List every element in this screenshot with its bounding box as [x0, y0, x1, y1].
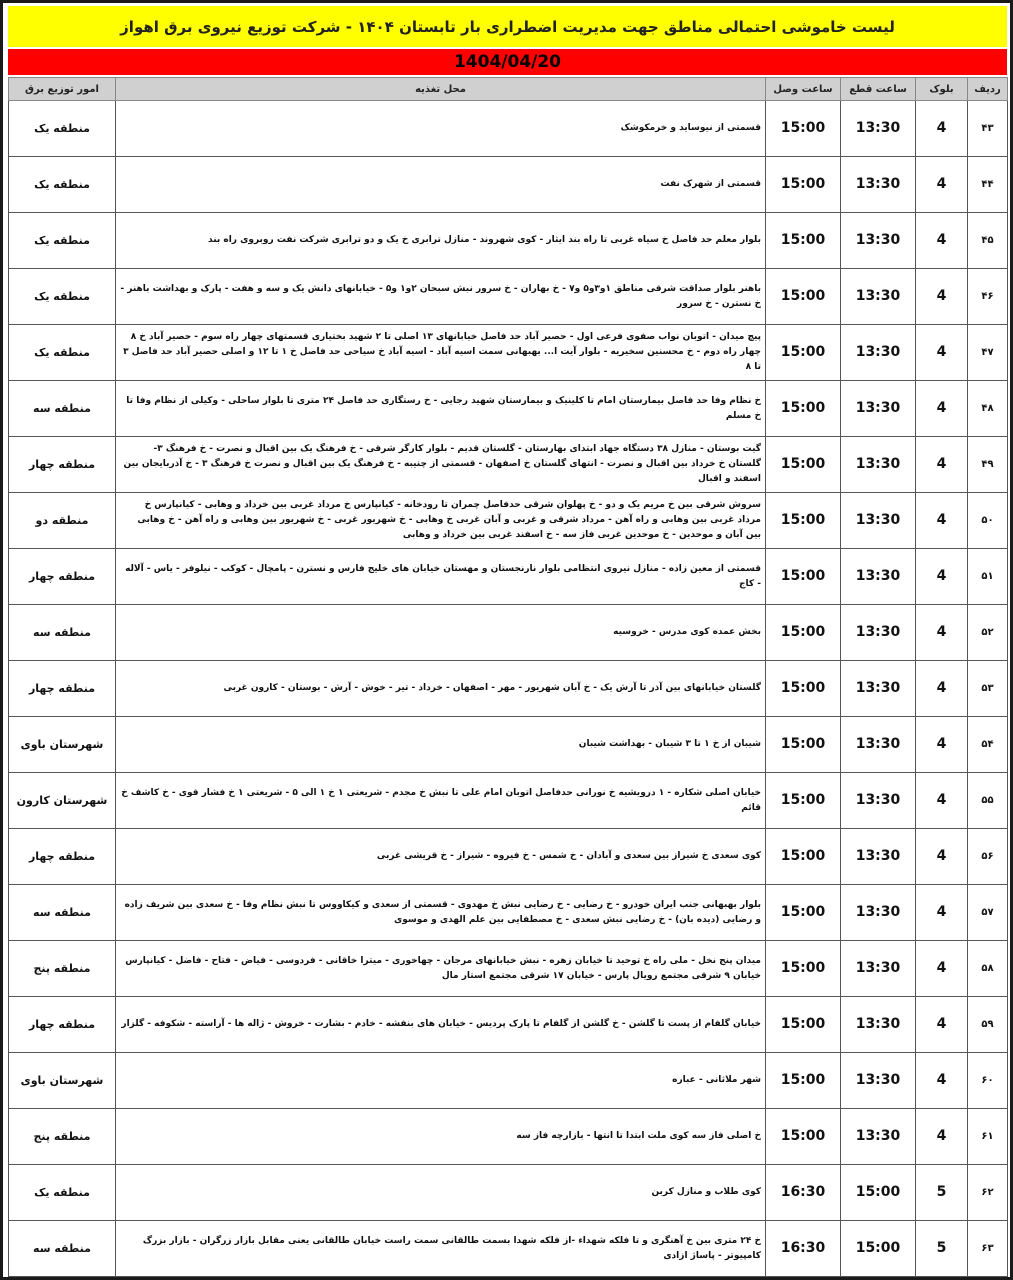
connect-time-cell: 15:00 — [766, 1053, 841, 1109]
row-number-cell: ۵۰ — [968, 493, 1008, 549]
cut-time-cell: 13:30 — [841, 157, 916, 213]
cut-time-cell: 13:30 — [841, 213, 916, 269]
row-number-cell: ۵۴ — [968, 717, 1008, 773]
feed-location-cell: شهر ملاثانی - عباره — [116, 1053, 766, 1109]
block-cell: 4 — [916, 1053, 968, 1109]
cut-time-cell: 13:30 — [841, 437, 916, 493]
header-distribution-area: امور توزیع برق — [9, 78, 116, 101]
table-row — [9, 493, 1008, 549]
table-row — [9, 101, 1008, 157]
connect-time-cell: 15:00 — [766, 1109, 841, 1165]
block-cell: 4 — [916, 101, 968, 157]
row-number-cell: ۵۲ — [968, 605, 1008, 661]
table-row — [9, 717, 1008, 773]
table-row — [9, 605, 1008, 661]
feed-location-cell: خ اصلی فاز سه کوی ملت ابتدا تا انتها - بازارچه فاز سه — [116, 1109, 766, 1165]
connect-time-cell: 15:00 — [766, 773, 841, 829]
row-number-cell: ۶۳ — [968, 1221, 1008, 1277]
block-cell: 4 — [916, 213, 968, 269]
date-label: 1404/04/20 — [453, 52, 562, 72]
connect-time-cell: 15:00 — [766, 325, 841, 381]
distribution-area-cell: شهرستان کارون — [9, 773, 116, 829]
block-cell: 4 — [916, 941, 968, 997]
row-number-cell: ۵۹ — [968, 997, 1008, 1053]
cut-time-cell: 13:30 — [841, 829, 916, 885]
table-body — [9, 101, 1008, 1277]
connect-time-cell: 15:00 — [766, 213, 841, 269]
feed-location-cell: شیبان از خ ۱ تا ۳ شیبان - بهداشت شیبان — [116, 717, 766, 773]
header-row-number: ردیف — [968, 78, 1008, 101]
feed-location-cell: کوی طلاب و منازل کربن — [116, 1165, 766, 1221]
distribution-area-cell: منطقه چهار — [9, 549, 116, 605]
row-number-cell: ۵۷ — [968, 885, 1008, 941]
table-row — [9, 941, 1008, 997]
block-cell: 4 — [916, 605, 968, 661]
cut-time-cell: 15:00 — [841, 1221, 916, 1277]
feed-location-cell: خیابان گلفام از پست تا گلشن - خ گلشن از گلفام تا پارک پردیس - خیابان های بنفشه - خادم - بشارت - خروش - ژاله ها - آراسته - شکوفه - گلزار — [116, 997, 766, 1053]
connect-time-cell: 15:00 — [766, 101, 841, 157]
feed-location-cell: کوی سعدی خ شیراز بین سعدی و آبادان - خ شمس - خ فیروه - شیراز - خ قریشی غربی — [116, 829, 766, 885]
cut-time-cell: 13:30 — [841, 661, 916, 717]
connect-time-cell: 15:00 — [766, 885, 841, 941]
table-row — [9, 157, 1008, 213]
row-number-cell: ۶۰ — [968, 1053, 1008, 1109]
block-cell: 4 — [916, 437, 968, 493]
distribution-area-cell: منطقه سه — [9, 1221, 116, 1277]
table-row — [9, 773, 1008, 829]
table-row — [9, 381, 1008, 437]
cut-time-cell: 13:30 — [841, 1109, 916, 1165]
distribution-area-cell: منطقه چهار — [9, 437, 116, 493]
connect-time-cell: 15:00 — [766, 997, 841, 1053]
table-row — [9, 885, 1008, 941]
block-cell: 5 — [916, 1165, 968, 1221]
row-number-cell: ۴۸ — [968, 381, 1008, 437]
block-cell: 4 — [916, 717, 968, 773]
table-row — [9, 269, 1008, 325]
header-connect-time: ساعت وصل — [766, 78, 841, 101]
header-block: بلوک — [916, 78, 968, 101]
feed-location-cell: بلوار بهبهانی جنب ایران خودرو - خ رضایی - خ رضایی نبش خ مهدوی - قسمتی از سعدی و کیکاووس تا نبش نظام وفا - خ سعدی بین شریف زاده و رضایی (دیده بان) - خ رضایی نبش سعدی - خ مصطفایی بین علم الهدی و موسوی — [116, 885, 766, 941]
distribution-area-cell: منطقه چهار — [9, 661, 116, 717]
cut-time-cell: 13:30 — [841, 493, 916, 549]
feed-location-cell: پیچ میدان - اتوبان نواب صفوی فرعی اول - حصیر آباد حد فاصل خیابانهای ۱۳ اصلی تا ۲ شهید بختیاری قسمتهای چهار راه سوم - حصیر آباد خ ۸ چهار راه دوم - خ محسنین سخیریه - بلوار آیت ا... بهبهانی سمت اسیه آباد - اسیه آباد خ سیاحی حد فاصل خ ۱ تا ۱۲ و اصلی حصیر آباد حد فاصل ۳ تا ۸ — [116, 325, 766, 381]
block-cell: 4 — [916, 549, 968, 605]
feed-location-cell: خ ۲۴ متری بین خ آهنگری و تا فلکه شهداء -از فلکه شهدا بسمت طالقانی سمت راست خیابان طالقانی یعنی مقابل بازار زرگران - بازار بزرگ کامپیوتر - پاساژ ازادی — [116, 1221, 766, 1277]
connect-time-cell: 15:00 — [766, 549, 841, 605]
header-cut-time: ساعت قطع — [841, 78, 916, 101]
connect-time-cell: 15:00 — [766, 437, 841, 493]
cut-time-cell: 15:00 — [841, 1165, 916, 1221]
cut-time-cell: 13:30 — [841, 773, 916, 829]
outage-table — [8, 77, 1008, 1277]
feed-location-cell: قسمتی از نیوساید و خرمکوشک — [116, 101, 766, 157]
block-cell: 4 — [916, 157, 968, 213]
block-cell: 4 — [916, 325, 968, 381]
table-row — [9, 1221, 1008, 1277]
cut-time-cell: 13:30 — [841, 997, 916, 1053]
table-row — [9, 325, 1008, 381]
cut-time-cell: 13:30 — [841, 885, 916, 941]
cut-time-cell: 13:30 — [841, 325, 916, 381]
distribution-area-cell: منطقه سه — [9, 885, 116, 941]
distribution-area-cell: منطقه یک — [9, 269, 116, 325]
table-row — [9, 1165, 1008, 1221]
table-row — [9, 213, 1008, 269]
connect-time-cell: 15:00 — [766, 829, 841, 885]
feed-location-cell: میدان پنج نخل - ملی راه خ توحید تا خیابان زهره - نبش خیابانهای مرجان - چهاخوری - میترا خاقانی - فردوسی - فیاض - فتاح - فاضل - کیانپارس خیابان ۹ شرقی مجتمع رویال پارس - خیابان ۱۷ شرقی مجتمع استار مال — [116, 941, 766, 997]
connect-time-cell: 15:00 — [766, 157, 841, 213]
row-number-cell: ۶۱ — [968, 1109, 1008, 1165]
row-number-cell: ۴۹ — [968, 437, 1008, 493]
feed-location-cell: باهنر بلوار صداقت شرقی مناطق ۱و۳و۵ و۷ - خ بهاران - خ سرور نبش سبحان ۲و۱ و۵ - خیابانهای دانش یک و سه و هفت - پارک و بهداشت باهنر - خ نسترن - خ سرور — [116, 269, 766, 325]
row-number-cell: ۴۷ — [968, 325, 1008, 381]
connect-time-cell: 15:00 — [766, 381, 841, 437]
distribution-area-cell: منطقه یک — [9, 1165, 116, 1221]
block-cell: 4 — [916, 381, 968, 437]
row-number-cell: ۵۸ — [968, 941, 1008, 997]
feed-location-cell: گیت بوستان - منازل ۳۸ دستگاه جهاد ابتدای بهارستان - گلستان قدیم - بلوار کارگر شرقی - خ فرهنگ یک بین اقبال و نصرت - خ فرهنگ ۳- گلستان خ خرداد بین اقبال و نصرت - انتهای گلستان خ اصفهان - قسمتی از چنیبه - خ فرهنگ یک بین اقبال و نصرت خ فرهنگ ۳ - خ آذربایجان بین اسفند و اقبال — [116, 437, 766, 493]
feed-location-cell: قسمتی از شهرک نفت — [116, 157, 766, 213]
distribution-area-cell: منطقه سه — [9, 605, 116, 661]
cut-time-cell: 13:30 — [841, 941, 916, 997]
block-cell: 4 — [916, 269, 968, 325]
feed-location-cell: قسمتی از معین زاده - منازل نیروی انتظامی بلوار نارنجستان و مهستان خیابان های خلیج فارس و نسترن - پامچال - کوکب - نیلوفر - یاس - آلاله - کاج — [116, 549, 766, 605]
block-cell: 4 — [916, 997, 968, 1053]
feed-location-cell: خ نظام وفا حد فاصل بیمارستان امام تا کلینیک و بیمارستان شهید رجایی - خ رستگاری حد فاصل ۲۴ متری تا بلوار ساحلی - وکیلی از نظام وفا تا خ مسلم — [116, 381, 766, 437]
distribution-area-cell: منطقه یک — [9, 101, 116, 157]
distribution-area-cell: منطقه یک — [9, 157, 116, 213]
table-row — [9, 549, 1008, 605]
title-banner — [8, 6, 1007, 47]
cut-time-cell: 13:30 — [841, 549, 916, 605]
row-number-cell: ۶۲ — [968, 1165, 1008, 1221]
table-row — [9, 1053, 1008, 1109]
date-banner — [8, 49, 1007, 75]
block-cell: 4 — [916, 661, 968, 717]
feed-location-cell: گلستان خیابانهای بین آذر تا آرش یک - خ آبان شهریور - مهر - اصفهان - خرداد - تیر - خوش - آرش - بوستان - کارون غربی — [116, 661, 766, 717]
cut-time-cell: 13:30 — [841, 101, 916, 157]
distribution-area-cell: منطقه چهار — [9, 829, 116, 885]
cut-time-cell: 13:30 — [841, 269, 916, 325]
feed-location-cell: سروش شرقی بین خ مریم یک و دو - خ پهلوان شرقی حدفاصل چمران تا رودخانه - کیانپارس خ مرداد غربی بین خرداد و وهابی - کیانپارس خ مرداد غربی بین وهابی و راه آهن - مرداد شرقی و غربی و آبان غربی خ وهابی - خ شهریور غربی - خ شهریور بین وهابی و راه آهن - خ وهابی بین آبان و موحدین - خ موحدین غربی فاز سه - خ اسفند غربی بین خرداد و وهابی — [116, 493, 766, 549]
header-row — [9, 78, 1008, 101]
block-cell: 4 — [916, 773, 968, 829]
connect-time-cell: 16:30 — [766, 1221, 841, 1277]
row-number-cell: ۴۵ — [968, 213, 1008, 269]
row-number-cell: ۵۵ — [968, 773, 1008, 829]
row-number-cell: ۴۴ — [968, 157, 1008, 213]
distribution-area-cell: منطقه دو — [9, 493, 116, 549]
distribution-area-cell: شهرستان باوی — [9, 1053, 116, 1109]
cut-time-cell: 13:30 — [841, 1053, 916, 1109]
row-number-cell: ۵۳ — [968, 661, 1008, 717]
feed-location-cell: بلوار معلم حد فاصل خ سیاه غربی تا راه بند ایثار - کوی شهروند - منازل ترابری خ یک و دو ترابری شرکت نفت روبروی راه بند — [116, 213, 766, 269]
feed-location-cell: بخش عمده کوی مدرس - خروسیه — [116, 605, 766, 661]
distribution-area-cell: منطقه سه — [9, 381, 116, 437]
cut-time-cell: 13:30 — [841, 717, 916, 773]
table-row — [9, 437, 1008, 493]
feed-location-cell: خیابان اصلی شکاره - ۱ درویشیه خ نورانی حدفاصل اتوبان امام علی تا نبش خ مجدم - شریعتی ۱ خ ۱ الی ۵ - شریعتی ۱ خ فشار قوی - خ کاشف خ قائم — [116, 773, 766, 829]
cut-time-cell: 13:30 — [841, 381, 916, 437]
connect-time-cell: 15:00 — [766, 605, 841, 661]
distribution-area-cell: منطقه یک — [9, 213, 116, 269]
table-row — [9, 829, 1008, 885]
connect-time-cell: 15:00 — [766, 269, 841, 325]
row-number-cell: ۴۶ — [968, 269, 1008, 325]
table-row — [9, 997, 1008, 1053]
connect-time-cell: 15:00 — [766, 941, 841, 997]
distribution-area-cell: شهرستان باوی — [9, 717, 116, 773]
distribution-area-cell: منطقه پنج — [9, 1109, 116, 1165]
block-cell: 5 — [916, 1221, 968, 1277]
header-feed-location: محل تغذیه — [116, 78, 766, 101]
connect-time-cell: 16:30 — [766, 1165, 841, 1221]
row-number-cell: ۵۱ — [968, 549, 1008, 605]
row-number-cell: ۴۳ — [968, 101, 1008, 157]
table-row — [9, 661, 1008, 717]
cut-time-cell: 13:30 — [841, 605, 916, 661]
table-row — [9, 1109, 1008, 1165]
block-cell: 4 — [916, 493, 968, 549]
row-number-cell: ۵۶ — [968, 829, 1008, 885]
distribution-area-cell: منطقه یک — [9, 325, 116, 381]
block-cell: 4 — [916, 1109, 968, 1165]
connect-time-cell: 15:00 — [766, 661, 841, 717]
page-title: لیست خاموشی احتمالی مناطق جهت مدیریت اضطراری بار تابستان ۱۴۰۴ - شرکت توزیع نیروی برق اهواز — [120, 17, 895, 36]
connect-time-cell: 15:00 — [766, 493, 841, 549]
block-cell: 4 — [916, 885, 968, 941]
block-cell: 4 — [916, 829, 968, 885]
connect-time-cell: 15:00 — [766, 717, 841, 773]
distribution-area-cell: منطقه چهار — [9, 997, 116, 1053]
distribution-area-cell: منطقه پنج — [9, 941, 116, 997]
